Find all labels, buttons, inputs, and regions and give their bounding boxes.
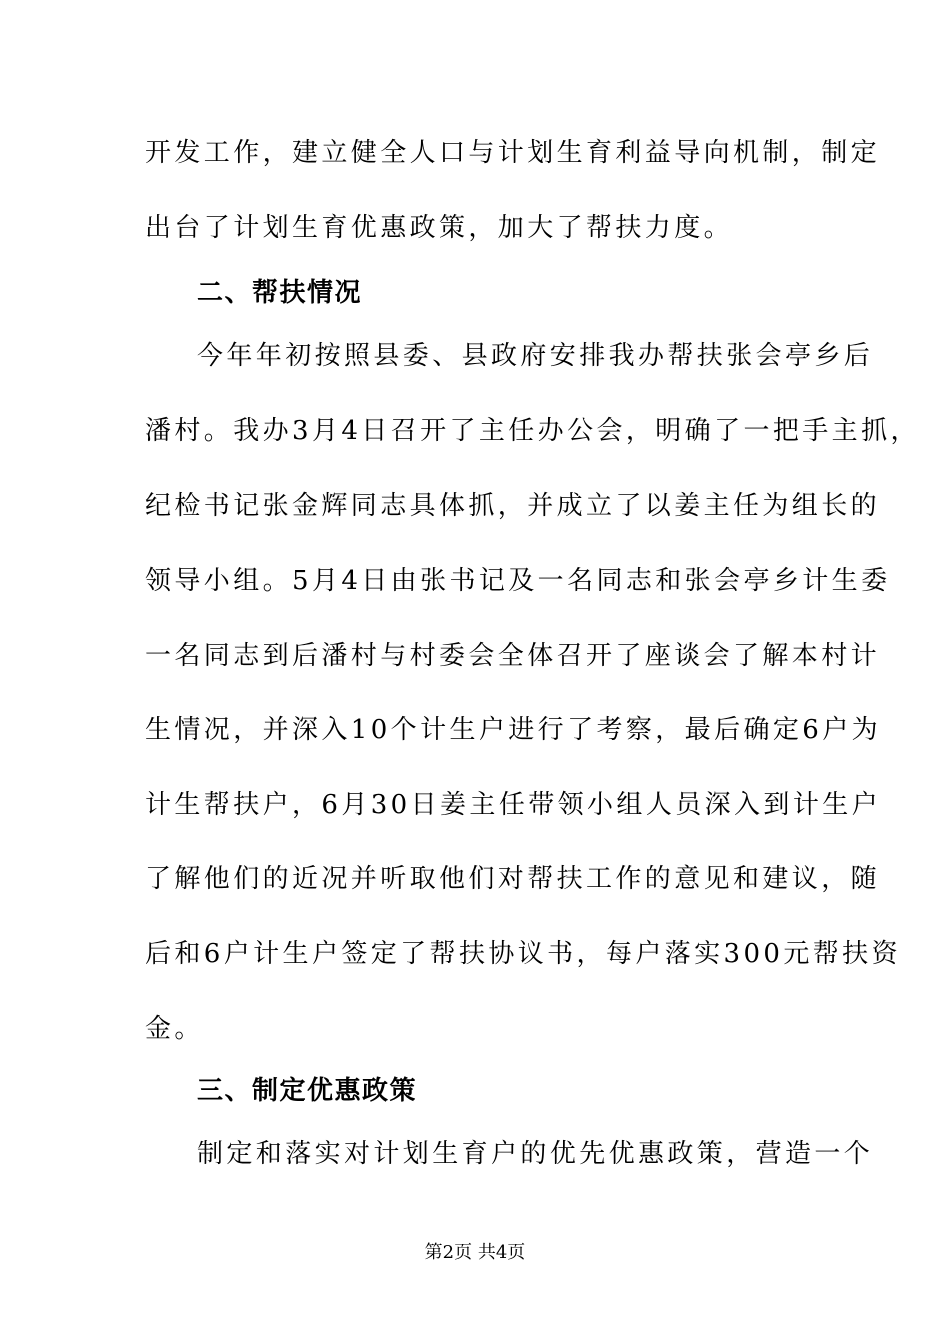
paragraph-line: 纪检书记张金辉同志具体抓，并成立了以姜主任为组长的 (145, 491, 881, 521)
paragraph-line: 领导小组。5月4日由张书记及一名同志和张会亭乡计生委 (145, 566, 891, 596)
paragraph-line: 金。 (145, 1014, 204, 1044)
paragraph-line: 开发工作，建立健全人口与计划生育利益导向机制，制定 (145, 138, 881, 168)
section-heading: 三、制定优惠政策 (197, 1076, 418, 1106)
paragraph-line: 计生帮扶户，6月30日姜主任带领小组人员深入到计生户 (145, 790, 882, 820)
paragraph-line: 制定和落实对计划生育户的优先优惠政策，营造一个 (197, 1139, 874, 1169)
section-heading: 二、帮扶情况 (197, 278, 363, 308)
page-footer: 第2页 共4页 (424, 1242, 526, 1263)
paragraph-line: 出台了计划生育优惠政策，加大了帮扶力度。 (145, 213, 734, 243)
paragraph-line: 今年年初按照县委、县政府安排我办帮扶张会亭乡后 (197, 341, 874, 371)
paragraph-line: 潘村。我办3月4日召开了主任办公会，明确了一把手主抓， (145, 416, 920, 446)
paragraph-line: 后和6户计生户签定了帮扶协议书，每户落实300元帮扶资 (145, 939, 901, 969)
paragraph-line: 了解他们的近况并听取他们对帮扶工作的意见和建议，随 (145, 864, 881, 894)
paragraph-line: 生情况，并深入10个计生户进行了考察，最后确定6户为 (145, 715, 882, 745)
paragraph-line: 一名同志到后潘村与村委会全体召开了座谈会了解本村计 (145, 641, 881, 671)
